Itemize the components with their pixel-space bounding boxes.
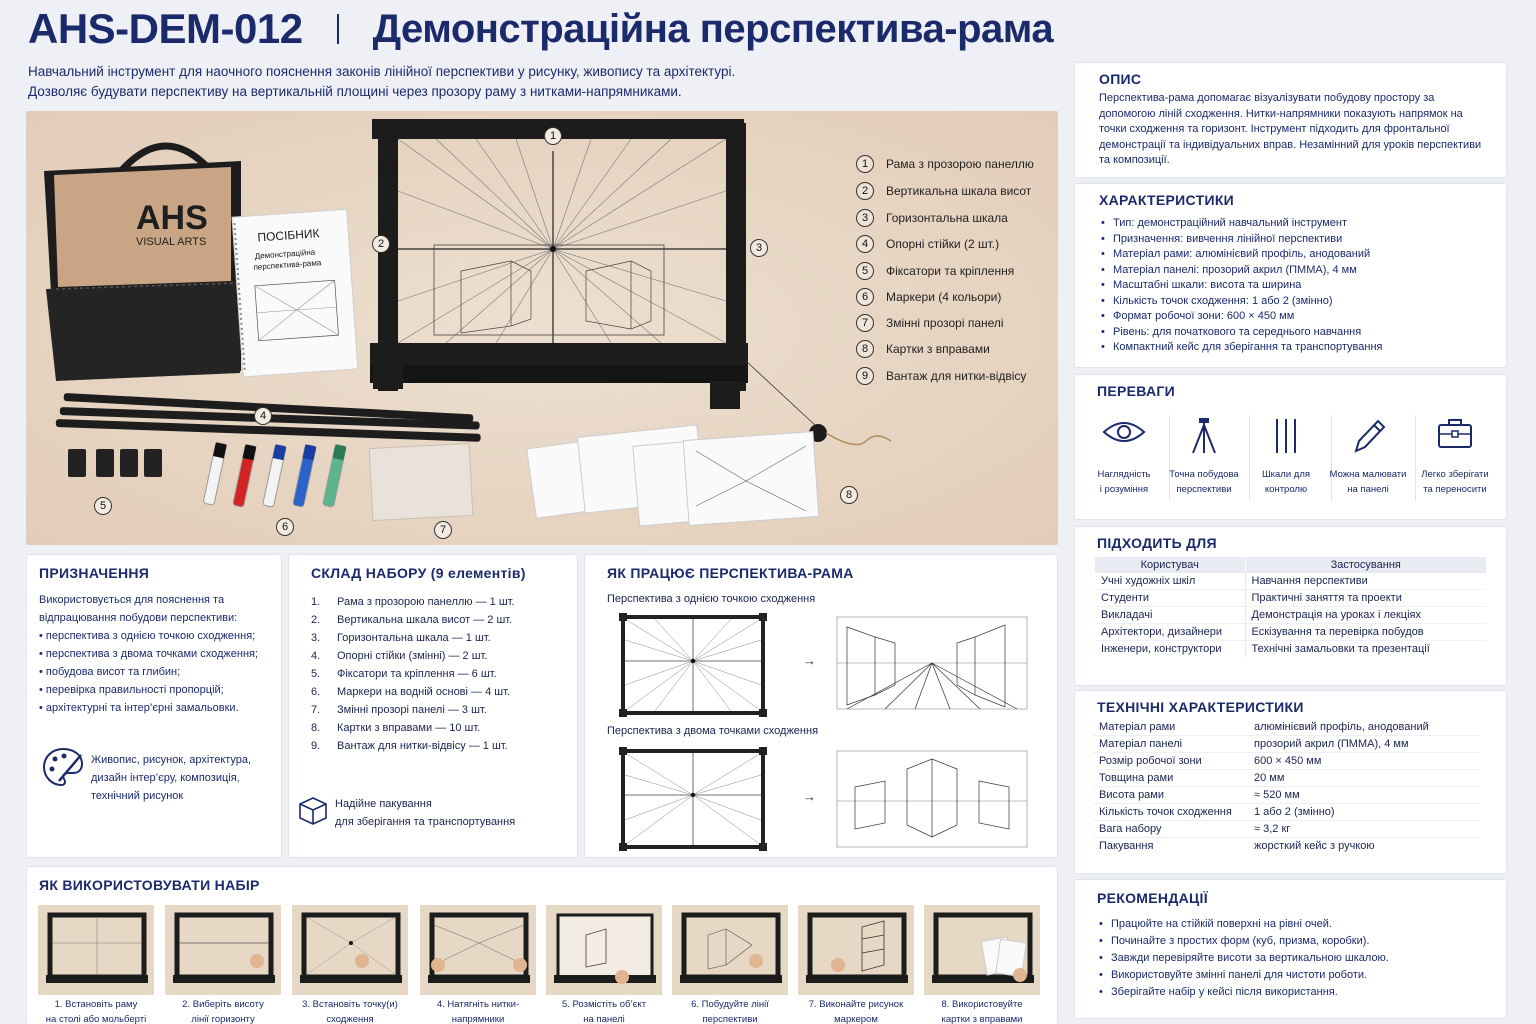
step-photo-7 [798,905,914,995]
packaging-text: Надійне пакування для зберігання та транспортування [335,798,516,828]
list-item: • Використовуйте змінні панелі для чистоти роботи. [1097,967,1484,984]
step-photo-3 [292,905,408,995]
list-item: • Працюйте на стійкій поверхні на рівні очей. [1097,916,1484,933]
manual-title: ПОСІБНИК [256,226,320,245]
photo-mark-5: 5 [94,497,112,515]
manual-subtitle-2: перспектива-рама [253,258,322,272]
usage-step-6: 6. Побудуйте лінії перспективи [672,905,788,1024]
table-row: Викладачі Демонстрація на уроках і лекціях [1095,607,1486,624]
list-item: • Матеріал панелі: прозорий акрил (ПММА), 4 мм [1099,263,1482,279]
characteristics-list [1099,216,1482,356]
two-point-sketch [837,751,1027,847]
photo-mark-3: 3 [750,239,768,257]
list-item: • Рівень: для початкового та середнього навчання [1099,325,1482,341]
callout-3: 3 Горизонтальна шкала [856,209,1008,227]
callout-4: 4 Опорні стійки (2 шт.) [856,235,999,253]
step-photo-2 [165,905,281,995]
how-diagrams [585,555,1059,859]
advantage-item: Можна малювати на панелі [1325,417,1411,497]
page-header [28,4,1053,54]
how-card [584,554,1058,858]
list-item: 2. Вертикальна шкала висот — 2 шт. [311,614,513,626]
photo-mark-4: 4 [254,407,272,425]
callout-2: 2 Вертикальна шкала висот [856,182,1031,200]
scales-icon [1271,417,1301,455]
how-title: ЯК ПРАЦЮЄ ПЕРСПЕКТИВА-РАМА [607,565,854,581]
tripod-icon [1189,417,1219,455]
description-card [1074,62,1507,178]
tech-card [1074,690,1507,874]
list-item: • Компактний кейс для зберігання та транспортування [1099,340,1482,356]
recommend-card [1074,879,1507,1019]
callout-8: 8 Картки з вправами [856,340,990,358]
table-row: Учні художніх шкіл Навчання перспективи [1095,573,1486,590]
table-header: Застосування [1330,559,1401,571]
purpose-footer: Живопис, рисунок, архітектура, дизайн інтер’єру, композиція, технічний рисунок [91,754,252,802]
list-item: • Кількість точок сходження: 1 або 2 (змінно) [1099,294,1482,310]
arrow-two: → [803,789,816,804]
table-row: Розмір робочої зони 600 × 450 мм [1093,753,1480,770]
callout-1: 1 Рама з прозорою панеллю [856,155,1034,173]
table-row: Пакування жорсткий кейс з ручкою [1099,840,1375,852]
table-row: Висота рами ≈ 520 мм [1093,787,1480,804]
recommend-title: РЕКОМЕНДАЦІЇ [1097,890,1208,906]
table-header: Користувач [1095,557,1245,573]
list-item: • побудова висот та глибин; [39,666,181,678]
photo-mark-8: 8 [840,486,858,504]
photo-mark-6: 6 [276,518,294,536]
list-item: • перспектива з однією точкою сходження; [39,630,256,642]
table-row: Матеріал панелі прозорий акрил (ПММА), 4 мм [1093,736,1480,753]
pencil-icon [1350,417,1386,455]
list-item: 1. Рама з прозорою панеллю — 1 шт. [311,596,515,608]
one-point-frame [619,613,767,717]
case-icon [1436,417,1474,449]
composition-title: СКЛАД НАБОРУ (9 елементів) [311,565,526,581]
carry-case [44,146,241,381]
table-row: Вага набору ≈ 3,2 кг [1093,821,1480,838]
usage-step-2: 2. Виберіть висоту лінії горизонту [165,905,281,1024]
advantage-item: Шкали для контролю [1243,417,1329,497]
bag-subtitle: VISUAL ARTS [136,236,207,248]
composition-list [311,593,555,755]
usage-step-5: 5. Розмістіть об’єкт на панелі [546,905,662,1024]
bag-brand: AHS [136,199,208,237]
eye-icon [1101,417,1147,447]
list-item: 8. Картки з вправами — 10 шт. [311,722,481,734]
one-point-label: Перспектива з однією точкою сходження [607,593,816,605]
characteristics-title: ХАРАКТЕРИСТИКИ [1099,192,1235,208]
advantage-item: Точна побудова перспективи [1161,417,1247,497]
advantage-item: Легко зберігати та переносити [1412,417,1498,497]
usage-step-1: 1. Встановіть раму на столі або мольберті [38,905,154,1024]
list-item: • Зберігайте набір у кейсі після використання. [1097,984,1484,1001]
step-photo-5 [546,905,662,995]
list-item: • Тип: демонстраційний навчальний інструмент [1099,216,1482,232]
page-title: Демонстраційна перспектива-рама [372,6,1054,51]
suitable-title: ПІДХОДИТЬ ДЛЯ [1097,535,1217,551]
photo-mark-7: 7 [434,521,452,539]
list-item: 6. Маркери на водній основі — 4 шт. [311,686,510,698]
palette-icon [41,745,85,789]
tech-table [1093,719,1480,854]
callout-7: 7 Змінні прозорі панелі [856,314,1004,332]
list-item: • Формат робочої зони: 600 × 450 мм [1099,309,1482,325]
list-item: • Масштабні шкали: висота та ширина [1099,278,1482,294]
recommend-list [1097,916,1484,1001]
list-item: 4. Опорні стійки (змінні) — 2 шт. [311,650,488,662]
advantage-item: Наглядність і розуміння [1081,417,1167,497]
composition-card [288,554,578,858]
list-item: 9. Вантаж для нитки-відвісу — 1 шт. [311,740,508,752]
step-photo-1 [38,905,154,995]
callout-9: 9 Вантаж для нитки-відвісу [856,367,1026,385]
suitable-table [1095,557,1486,657]
usage-title: ЯК ВИКОРИСТОВУВАТИ НАБІР [39,877,260,893]
step-photo-6 [672,905,788,995]
table-row: Кількість точок сходження 1 або 2 (змінно) [1093,804,1480,821]
list-item: • Завжди перевіряйте висоти за вертикальною шкалою. [1097,950,1484,967]
list-item: • перспектива з двома точками сходження; [39,648,259,660]
description-title: ОПИС [1099,71,1142,87]
list-item: • Призначення: вивчення лінійної перспективи [1099,232,1482,248]
step-photo-4 [420,905,536,995]
table-row: Студенти Практичні заняття та проекти [1095,590,1486,607]
manual-subtitle-1: Демонстраційна [254,247,316,261]
table-row: Інженери, конструктори Технічні замальовки та презентації [1095,641,1486,658]
box-icon [297,795,329,827]
callout-6: 6 Маркери (4 кольори) [856,288,1001,306]
suitable-card [1074,526,1507,686]
one-point-sketch [837,617,1027,709]
list-item: • перевірка правильності пропорцій; [39,684,224,696]
advantages-card [1074,374,1507,520]
list-item: • архітектурні та інтер’єрні замальовки. [39,702,239,714]
two-point-frame [619,747,767,851]
photo-mark-1: 1 [544,127,562,145]
usage-step-3: 3. Встановіть точку(и) сходження [292,905,408,1024]
photo-mark-2: 2 [372,235,390,253]
arrow-one: → [803,653,816,668]
usage-step-7: 7. Виконайте рисунок маркером [798,905,914,1024]
product-photo [26,111,1058,545]
table-row: Архітектори, дизайнери Ескізування та перевірка побудов [1095,624,1486,641]
table-row: Товщина рами 20 мм [1093,770,1480,787]
list-item: 5. Фіксатори та кріплення — 6 шт. [311,668,497,680]
title-separator [337,14,339,44]
tech-title: ТЕХНІЧНІ ХАРАКТЕРИСТИКИ [1097,699,1304,715]
spare-panel [369,443,473,520]
list-item: • Починайте з простих форм (куб, призма, коробки). [1097,933,1484,950]
list-item: • Матеріал рами: алюмінієвий профіль, анодований [1099,247,1482,263]
step-photo-8 [924,905,1040,995]
intro-text [28,62,1058,102]
purpose-card [26,554,282,858]
intro-line-1: Навчальний інструмент для наочного пояснення законів лінійної перспективи у рисунку, живопису та архітектурі. [28,64,736,79]
description-text: Перспектива-рама допомагає візуалізувати побудову простору за допомогою ліній сходження. Нитки-напрямники показують напрямок на точки сходження та горизонт. Інструмент підходить для фронтальної демонстрації та індивідуальних вправ. Незамінний для уроків перспективи та композиції. [1099,92,1482,166]
usage-step-8: 8. Використовуйте картки з вправами [924,905,1040,1024]
purpose-text: Використовується для пояснення та відпрацювання побудови перспективи: • перспектива з однією точкою сходження; • перспектива з двома точками сходження; • побудова висот та глибин; • перевірка правильності пропорцій; • архітектурні та інтер’єрні замальовки. [39,591,269,717]
two-point-label: Перспектива з двома точками сходження [607,725,819,737]
product-code: AHS-DEM-012 [28,5,303,52]
intro-line-2: Дозволяє будувати перспективу на вертикальній площині через прозору раму з нитками-напрямниками. [28,84,682,99]
table-row: Матеріал рами алюмінієвий профіль, анодований [1093,719,1480,736]
purpose-title: ПРИЗНАЧЕННЯ [39,565,150,581]
list-item: 7. Змінні прозорі панелі — 3 шт. [311,704,487,716]
usage-step-4: 4. Натягніть нитки- напрямники [420,905,536,1024]
callout-5: 5 Фіксатори та кріплення [856,262,1014,280]
advantages-title: ПЕРЕВАГИ [1097,383,1175,399]
list-item: 3. Горизонтальна шкала — 1 шт. [311,632,491,644]
characteristics-card [1074,183,1507,368]
manual-booklet [232,209,358,377]
